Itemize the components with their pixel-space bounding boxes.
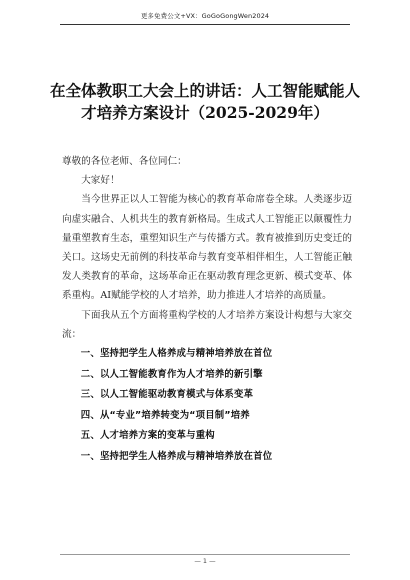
section-heading: 一、坚持把学生人格养成与精神培养放在首位 — [80, 450, 273, 462]
body-paragraph: 下面我从五个方面将重构学校的人才培养方案设计构想与大家交流： — [62, 309, 352, 340]
body-paragraph: 当今世界正以人工智能为核心的教育革命席卷全球。人类逐步迈向虚实融合、人机共生的教育新格局。生成式人工智能正以颠覆性力量重塑教育生态，重塑知识生产与传播方式。教育被推到历史变迁的关口。这场史无前例的科技革命与教育变革相伴相生，人工智能正触发人类教育的革命，这场革命正在驱动教育理念更新、模式变革、体系重构。AI赋能学校的人才培养，助力推进人才培养的高质量。 — [62, 194, 352, 302]
header-divider — [60, 24, 350, 25]
section-heading: 二、以人工智能教育作为人才培养的新引擎 — [80, 368, 263, 380]
section-heading: 一、坚持把学生人格养成与精神培养放在首位 — [80, 348, 273, 360]
header-note: 更多免费公文+VX：GoGoGongWen2024 — [140, 12, 270, 20]
section-heading: 三、以人工智能驱动教育模式与体系变革 — [80, 389, 254, 401]
salutation: 尊敬的各位老师、各位同仁： — [62, 156, 187, 167]
section-heading: 四、从“专业”培养转变为“项目制”培养 — [80, 409, 250, 421]
greeting: 大家好！ — [81, 175, 120, 187]
footer-divider — [60, 554, 350, 555]
document-title: 在全体教职工大会上的讲话：人工智能赋能人才培养方案设计（2025-2029年） — [50, 81, 361, 122]
document-body — [62, 152, 352, 467]
page-number: — 1 — — [194, 557, 216, 565]
section-heading: 五、人才培养方案的变革与重构 — [80, 430, 215, 442]
